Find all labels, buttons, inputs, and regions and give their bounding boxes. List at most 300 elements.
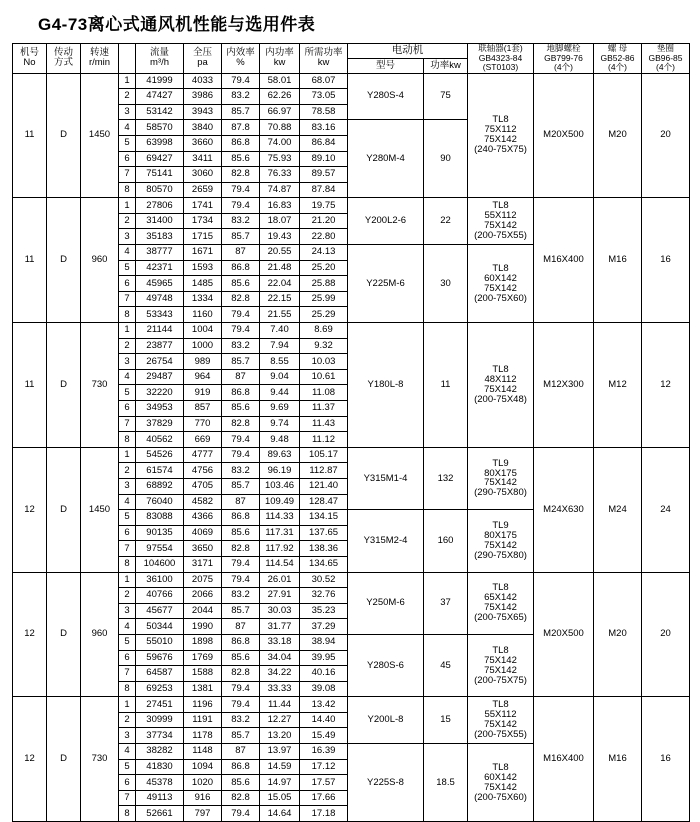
cell-index: 8: [119, 556, 136, 572]
coupling-line: (200-75X55): [474, 230, 527, 242]
cell-inner-power: 21.55: [260, 307, 300, 323]
cell-inner-power: 14.59: [260, 759, 300, 775]
coupling-line: 75X142: [484, 602, 517, 614]
cell-index: 5: [119, 634, 136, 650]
cell-pressure: 3650: [184, 541, 222, 557]
cell-pressure: 3411: [184, 151, 222, 167]
header-pressure: [184, 44, 222, 74]
cell-efficiency: 82.8: [222, 790, 260, 806]
header-drive-l2: 方式: [53, 57, 73, 69]
cell-efficiency: 87: [222, 619, 260, 635]
cell-efficiency: 79.4: [222, 697, 260, 713]
cell-nut: M24: [594, 447, 642, 572]
cell-required-power: 78.58: [300, 104, 348, 120]
cell-required-power: 87.84: [300, 182, 348, 198]
coupling-line: TL8: [492, 761, 509, 773]
coupling-line: TL8: [492, 363, 509, 375]
cell-inner-power: 96.19: [260, 463, 300, 479]
cell-required-power: 15.49: [300, 728, 348, 744]
cell-efficiency: 85.7: [222, 478, 260, 494]
cell-efficiency: 85.6: [222, 151, 260, 167]
cell-pressure: 1148: [184, 744, 222, 760]
header-pressure-l1: 全压: [192, 46, 212, 58]
cell-pressure: 3840: [184, 120, 222, 136]
coupling-line: 55X112: [484, 210, 517, 222]
cell-flow: 42371: [136, 260, 184, 276]
coupling-line: TL9: [492, 519, 509, 531]
cell-efficiency: 83.2: [222, 463, 260, 479]
coupling-line: (200-75X48): [474, 393, 527, 405]
coupling-line: 48X112: [484, 373, 517, 385]
cell-pressure: 1196: [184, 697, 222, 713]
cell-pressure: 1769: [184, 650, 222, 666]
cell-flow: 45965: [136, 276, 184, 292]
header-speed: [81, 44, 119, 74]
cell-drive: D: [47, 323, 81, 448]
cell-index: 1: [119, 447, 136, 463]
header-nut: [594, 44, 642, 74]
cell-flow: 53142: [136, 104, 184, 120]
cell-flow: 29487: [136, 369, 184, 385]
cell-required-power: 134.15: [300, 510, 348, 526]
cell-flow: 34953: [136, 401, 184, 417]
cell-efficiency: 82.8: [222, 541, 260, 557]
cell-required-power: 25.88: [300, 276, 348, 292]
cell-pressure: 797: [184, 806, 222, 822]
cell-required-power: 21.20: [300, 213, 348, 229]
cell-pressure: 964: [184, 369, 222, 385]
cell-inner-power: 11.44: [260, 697, 300, 713]
cell-washer: 24: [642, 447, 690, 572]
header-jihao-l1: 机号: [19, 46, 39, 58]
cell-inner-power: 76.33: [260, 167, 300, 183]
cell-efficiency: 83.2: [222, 338, 260, 354]
cell-washer: 12: [642, 323, 690, 448]
cell-flow: 38282: [136, 744, 184, 760]
cell-required-power: 39.08: [300, 681, 348, 697]
cell-required-power: 35.23: [300, 603, 348, 619]
cell-coupling: [468, 447, 534, 509]
cell-efficiency: 83.2: [222, 712, 260, 728]
cell-inner-power: 9.48: [260, 432, 300, 448]
cell-required-power: 9.32: [300, 338, 348, 354]
cell-efficiency: 79.4: [222, 307, 260, 323]
cell-flow: 97554: [136, 541, 184, 557]
cell-index: 4: [119, 369, 136, 385]
cell-inner-power: 33.33: [260, 681, 300, 697]
cell-required-power: 10.03: [300, 354, 348, 370]
cell-efficiency: 85.6: [222, 525, 260, 541]
cell-pressure: 2066: [184, 588, 222, 604]
cell-inner-power: 34.04: [260, 650, 300, 666]
cell-flow: 26754: [136, 354, 184, 370]
cell-efficiency: 79.4: [222, 73, 260, 89]
cell-efficiency: 87: [222, 744, 260, 760]
cell-required-power: 73.05: [300, 89, 348, 105]
cell-pressure: 1588: [184, 666, 222, 682]
coupling-line: 75X142: [484, 781, 517, 793]
cell-inner-power: 66.97: [260, 104, 300, 120]
coupling-line: TL8: [492, 114, 509, 126]
cell-required-power: 25.20: [300, 260, 348, 276]
cell-inner-power: 22.15: [260, 291, 300, 307]
cell-pressure: 4366: [184, 510, 222, 526]
cell-pressure: 4582: [184, 494, 222, 510]
coupling-line: 75X142: [484, 282, 517, 294]
cell-inner-power: 21.48: [260, 260, 300, 276]
cell-flow: 53343: [136, 307, 184, 323]
cell-pressure: 1334: [184, 291, 222, 307]
cell-pressure: 4777: [184, 447, 222, 463]
coupling-line: TL9: [492, 457, 509, 469]
cell-motor-power: 30: [424, 245, 468, 323]
cell-motor-power: 18.5: [424, 744, 468, 822]
cell-flow: 69427: [136, 151, 184, 167]
table-row: [13, 697, 690, 713]
cell-index: 1: [119, 323, 136, 339]
cell-nut: M20: [594, 73, 642, 198]
cell-inner-power: 117.92: [260, 541, 300, 557]
cell-index: 6: [119, 276, 136, 292]
coupling-line: (200-75X65): [474, 612, 527, 624]
cell-required-power: 128.47: [300, 494, 348, 510]
cell-jihao: 12: [13, 447, 47, 572]
header-anchor-bolt: [534, 44, 594, 74]
coupling-line: (200-75X60): [474, 292, 527, 304]
cell-motor-model: Y180L-8: [348, 323, 424, 448]
cell-flow: 40562: [136, 432, 184, 448]
cell-motor-model: Y250M-6: [348, 572, 424, 634]
header-flow-l2: m³/h: [150, 57, 169, 69]
cell-efficiency: 82.8: [222, 167, 260, 183]
cell-required-power: 83.16: [300, 120, 348, 136]
cell-inner-power: 12.27: [260, 712, 300, 728]
cell-required-power: 121.40: [300, 478, 348, 494]
cell-required-power: 112.87: [300, 463, 348, 479]
cell-pressure: 1191: [184, 712, 222, 728]
cell-jihao: 12: [13, 572, 47, 697]
cell-flow: 54526: [136, 447, 184, 463]
cell-efficiency: 87.8: [222, 120, 260, 136]
cell-required-power: 40.16: [300, 666, 348, 682]
cell-pressure: 1741: [184, 198, 222, 214]
cell-pressure: 1094: [184, 759, 222, 775]
cell-inner-power: 34.22: [260, 666, 300, 682]
cell-efficiency: 86.8: [222, 135, 260, 151]
cell-coupling: [468, 73, 534, 198]
cell-inner-power: 14.64: [260, 806, 300, 822]
cell-efficiency: 79.4: [222, 432, 260, 448]
cell-inner-power: 62.26: [260, 89, 300, 105]
cell-index: 3: [119, 603, 136, 619]
coupling-line: (290-75X80): [474, 487, 527, 499]
cell-anchor-bolt: M12X300: [534, 323, 594, 448]
cell-drive: D: [47, 447, 81, 572]
cell-efficiency: 82.8: [222, 416, 260, 432]
cell-drive: D: [47, 73, 81, 198]
cell-index: 5: [119, 135, 136, 151]
cell-index: 2: [119, 712, 136, 728]
cell-flow: 49113: [136, 790, 184, 806]
header-motor-power: [424, 59, 468, 73]
cell-index: 4: [119, 744, 136, 760]
cell-efficiency: 79.4: [222, 556, 260, 572]
cell-index: 7: [119, 291, 136, 307]
coupling-line: 75X142: [484, 719, 517, 731]
header-anchor-l3: (4个): [554, 62, 573, 73]
coupling-line: 80X175: [484, 467, 517, 479]
cell-pressure: 1160: [184, 307, 222, 323]
cell-motor-power: 15: [424, 697, 468, 744]
header-washer-l2: GB96-85: [648, 52, 683, 63]
cell-flow: 41830: [136, 759, 184, 775]
cell-drive: D: [47, 572, 81, 697]
table-row: [13, 323, 690, 339]
table-row: [13, 572, 690, 588]
cell-inner-power: 89.63: [260, 447, 300, 463]
coupling-line: 75X142: [484, 383, 517, 395]
cell-motor-power: 45: [424, 634, 468, 696]
table-row: [13, 198, 690, 214]
cell-index: 8: [119, 182, 136, 198]
header-motor-title: 电动机: [391, 44, 424, 57]
cell-efficiency: 86.8: [222, 260, 260, 276]
header-required-power-l2: kw: [317, 57, 330, 69]
cell-efficiency: 85.7: [222, 104, 260, 120]
cell-efficiency: 79.4: [222, 806, 260, 822]
cell-flow: 59676: [136, 650, 184, 666]
cell-efficiency: 79.4: [222, 182, 260, 198]
header-speed-l2: r/min: [88, 57, 111, 69]
cell-required-power: 68.07: [300, 73, 348, 89]
header-efficiency: [222, 44, 260, 74]
cell-inner-power: 114.54: [260, 556, 300, 572]
cell-flow: 69253: [136, 681, 184, 697]
cell-motor-model: Y280S-6: [348, 634, 424, 696]
header-coupling-l1: 联轴器(1套): [478, 43, 523, 53]
cell-inner-power: 19.43: [260, 229, 300, 245]
page-title: G4-73离心式通风机性能与选用件表: [38, 15, 316, 34]
header-washer: [642, 44, 690, 74]
cell-pressure: 1715: [184, 229, 222, 245]
cell-inner-power: 20.55: [260, 245, 300, 261]
cell-coupling: [468, 697, 534, 744]
cell-efficiency: 85.6: [222, 276, 260, 292]
table-row: [13, 73, 690, 89]
cell-required-power: 25.99: [300, 291, 348, 307]
cell-flow: 47427: [136, 89, 184, 105]
header-flow-l1: 流量: [149, 46, 169, 58]
cell-index: 6: [119, 401, 136, 417]
cell-washer: 16: [642, 697, 690, 822]
cell-flow: 30999: [136, 712, 184, 728]
cell-pressure: 1593: [184, 260, 222, 276]
cell-index: 6: [119, 650, 136, 666]
cell-index: 3: [119, 354, 136, 370]
cell-index: 8: [119, 432, 136, 448]
cell-inner-power: 9.74: [260, 416, 300, 432]
cell-motor-model: Y225M-6: [348, 245, 424, 323]
cell-inner-power: 7.40: [260, 323, 300, 339]
cell-speed: 1450: [81, 73, 119, 198]
header-required-power: [300, 44, 348, 74]
cell-flow: 23877: [136, 338, 184, 354]
cell-efficiency: 86.8: [222, 385, 260, 401]
cell-index: 4: [119, 494, 136, 510]
cell-motor-power: 90: [424, 120, 468, 198]
cell-flow: 50344: [136, 619, 184, 635]
cell-coupling: [468, 323, 534, 448]
coupling-line: (200-75X60): [474, 791, 527, 803]
cell-required-power: 39.95: [300, 650, 348, 666]
cell-flow: 21144: [136, 323, 184, 339]
cell-efficiency: 86.8: [222, 634, 260, 650]
cell-jihao: 11: [13, 198, 47, 323]
cell-pressure: 1178: [184, 728, 222, 744]
cell-index: 8: [119, 307, 136, 323]
cell-motor-power: 11: [424, 323, 468, 448]
cell-flow: 68892: [136, 478, 184, 494]
cell-flow: 27806: [136, 198, 184, 214]
cell-pressure: 2659: [184, 182, 222, 198]
cell-inner-power: 8.55: [260, 354, 300, 370]
cell-efficiency: 85.7: [222, 603, 260, 619]
coupling-line: 75X142: [484, 654, 517, 666]
cell-index: 7: [119, 416, 136, 432]
cell-inner-power: 13.97: [260, 744, 300, 760]
cell-pressure: 1020: [184, 775, 222, 791]
cell-inner-power: 27.91: [260, 588, 300, 604]
cell-index: 1: [119, 697, 136, 713]
cell-required-power: 19.75: [300, 198, 348, 214]
cell-index: 1: [119, 572, 136, 588]
cell-washer: 20: [642, 572, 690, 697]
coupling-line: TL8: [492, 200, 509, 212]
cell-index: 7: [119, 790, 136, 806]
cell-speed: 1450: [81, 447, 119, 572]
cell-pressure: 4069: [184, 525, 222, 541]
cell-efficiency: 86.8: [222, 759, 260, 775]
coupling-line: 60X142: [484, 771, 517, 783]
coupling-line: TL8: [492, 582, 509, 594]
cell-index: 6: [119, 775, 136, 791]
header-nut-l2: GB52-86: [600, 52, 635, 63]
header-coupling-l2: GB4323-84: [478, 52, 523, 63]
cell-index: 6: [119, 151, 136, 167]
cell-flow: 31400: [136, 213, 184, 229]
cell-speed: 730: [81, 697, 119, 822]
cell-pressure: 2075: [184, 572, 222, 588]
cell-pressure: 916: [184, 790, 222, 806]
cell-efficiency: 85.7: [222, 354, 260, 370]
header-anchor-l1: 地脚螺栓: [546, 43, 581, 53]
cell-pressure: 1898: [184, 634, 222, 650]
cell-required-power: 16.39: [300, 744, 348, 760]
cell-pressure: 3943: [184, 104, 222, 120]
cell-motor-power: 37: [424, 572, 468, 634]
cell-pressure: 4756: [184, 463, 222, 479]
cell-required-power: 11.12: [300, 432, 348, 448]
cell-index: 7: [119, 541, 136, 557]
header-anchor-l2: GB799-76: [544, 52, 583, 63]
cell-required-power: 134.65: [300, 556, 348, 572]
cell-index: 4: [119, 120, 136, 136]
cell-required-power: 89.10: [300, 151, 348, 167]
cell-efficiency: 85.6: [222, 775, 260, 791]
cell-efficiency: 83.2: [222, 89, 260, 105]
cell-inner-power: 9.04: [260, 369, 300, 385]
cell-inner-power: 26.01: [260, 572, 300, 588]
cell-required-power: 17.66: [300, 790, 348, 806]
cell-inner-power: 70.88: [260, 120, 300, 136]
cell-flow: 75141: [136, 167, 184, 183]
header-inner-power-l1: 内功率: [265, 46, 294, 58]
cell-flow: 104600: [136, 556, 184, 572]
cell-jihao: 12: [13, 697, 47, 822]
cell-inner-power: 13.20: [260, 728, 300, 744]
coupling-line: (200-75X75): [474, 674, 527, 686]
header-motor-model-label: 型号: [375, 59, 395, 71]
cell-index: 1: [119, 73, 136, 89]
cell-efficiency: 79.4: [222, 572, 260, 588]
header-nut-l1: 螺 母: [607, 43, 628, 53]
cell-coupling: [468, 572, 534, 634]
cell-coupling: [468, 198, 534, 245]
cell-motor-model: Y200L-8: [348, 697, 424, 744]
header-efficiency-l2: %: [236, 57, 245, 69]
coupling-line: 75X142: [484, 134, 517, 146]
cell-inner-power: 75.93: [260, 151, 300, 167]
cell-required-power: 30.52: [300, 572, 348, 588]
cell-anchor-bolt: M16X400: [534, 697, 594, 822]
cell-required-power: 17.18: [300, 806, 348, 822]
cell-pressure: 989: [184, 354, 222, 370]
cell-efficiency: 79.4: [222, 323, 260, 339]
cell-required-power: 137.65: [300, 525, 348, 541]
coupling-line: 65X142: [484, 592, 517, 604]
cell-anchor-bolt: M16X400: [534, 198, 594, 323]
cell-efficiency: 87: [222, 369, 260, 385]
cell-pressure: 1000: [184, 338, 222, 354]
cell-coupling: [468, 245, 534, 323]
cell-efficiency: 86.8: [222, 510, 260, 526]
cell-inner-power: 114.33: [260, 510, 300, 526]
cell-flow: 63998: [136, 135, 184, 151]
cell-motor-power: 160: [424, 510, 468, 572]
cell-motor-power: 22: [424, 198, 468, 245]
cell-efficiency: 79.4: [222, 198, 260, 214]
cell-pressure: 1381: [184, 681, 222, 697]
cell-required-power: 14.40: [300, 712, 348, 728]
cell-flow: 61574: [136, 463, 184, 479]
cell-index: 2: [119, 463, 136, 479]
cell-required-power: 89.57: [300, 167, 348, 183]
header-motor: [348, 44, 468, 59]
cell-inner-power: 74.00: [260, 135, 300, 151]
header-speed-l1: 转速: [89, 46, 109, 58]
cell-index: 3: [119, 478, 136, 494]
header-inner-power: [260, 44, 300, 74]
cell-index: 4: [119, 245, 136, 261]
cell-flow: 58570: [136, 120, 184, 136]
cell-inner-power: 33.18: [260, 634, 300, 650]
cell-index: 7: [119, 666, 136, 682]
cell-speed: 730: [81, 323, 119, 448]
cell-motor-power: 132: [424, 447, 468, 509]
cell-pressure: 3660: [184, 135, 222, 151]
cell-index: 2: [119, 89, 136, 105]
cell-flow: 55010: [136, 634, 184, 650]
